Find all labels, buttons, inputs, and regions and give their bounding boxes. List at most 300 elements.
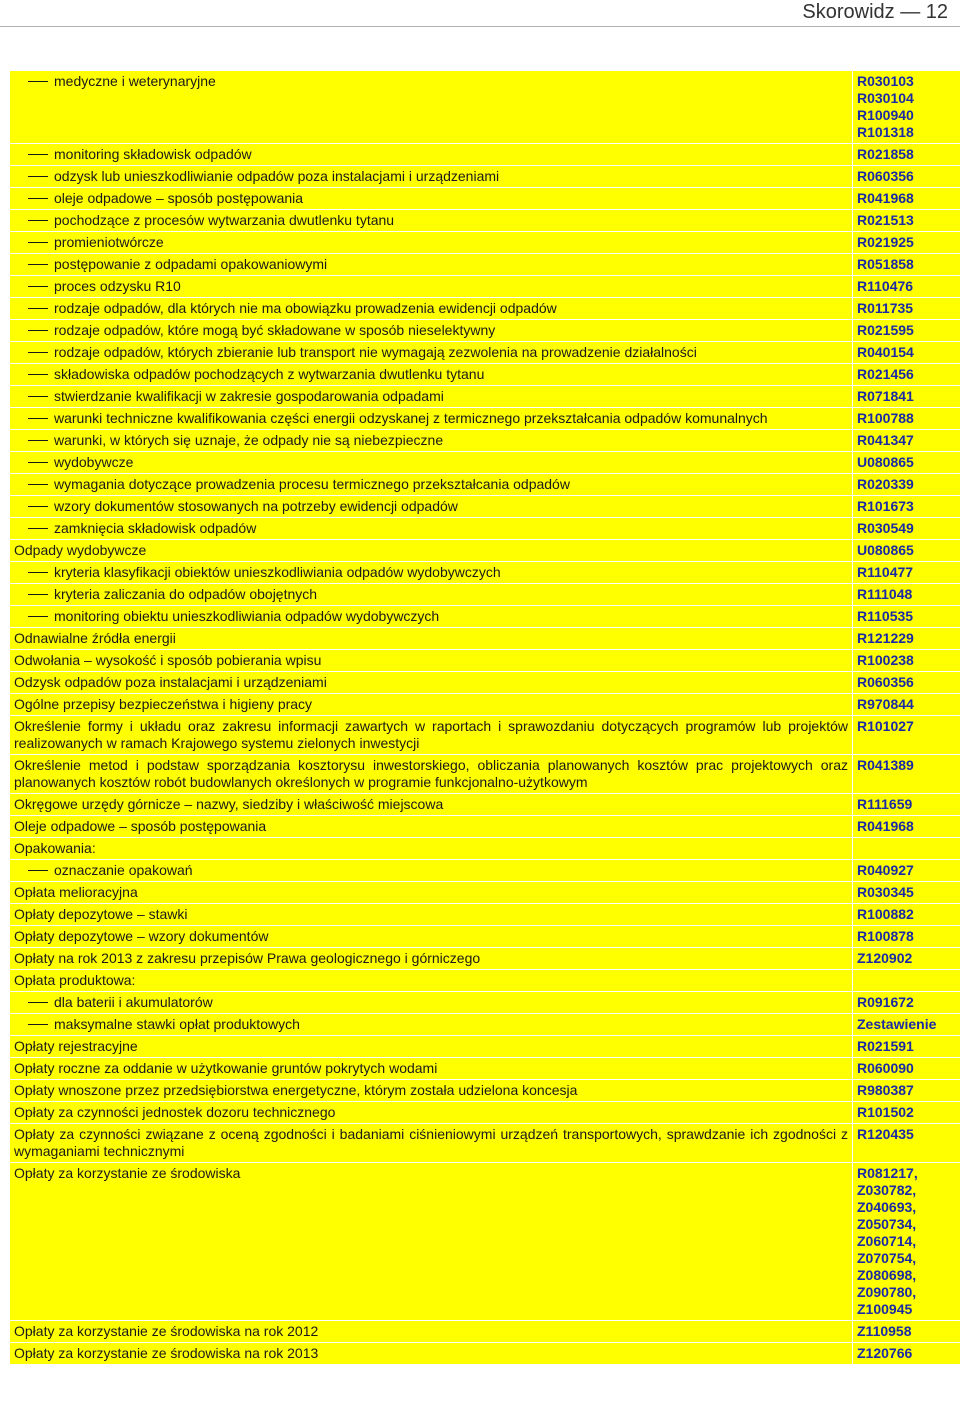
entry-text-wrap bbox=[14, 818, 848, 835]
index-entry bbox=[10, 1102, 853, 1124]
em-dash-icon bbox=[28, 264, 48, 265]
entry-text-wrap bbox=[28, 1016, 848, 1033]
reference-cell bbox=[853, 860, 960, 882]
entry-text-wrap bbox=[14, 1104, 848, 1121]
index-row bbox=[10, 816, 960, 838]
entry-text-wrap bbox=[28, 190, 848, 207]
reference-code[interactable]: R120435 bbox=[857, 1126, 914, 1142]
reference-cell bbox=[853, 882, 960, 904]
index-entry bbox=[10, 1080, 853, 1102]
entry-label: Opłaty wnoszone przez przedsiębiorstwa energetyczne, którym została udzielona koncesja bbox=[14, 1082, 578, 1098]
index-row bbox=[10, 386, 960, 408]
index-subentry bbox=[10, 210, 853, 232]
index-entry bbox=[10, 948, 853, 970]
index-row bbox=[10, 320, 960, 342]
entry-label: Opłaty roczne za oddanie w użytkowanie gruntów pokrytych wodami bbox=[14, 1060, 438, 1076]
reference-cell bbox=[853, 755, 960, 794]
reference-code[interactable]: R100940 bbox=[857, 107, 914, 123]
index-row bbox=[10, 254, 960, 276]
entry-text-wrap bbox=[14, 718, 848, 752]
reference-cell bbox=[853, 1321, 960, 1343]
entry-label: rodzaje odpadów, dla których nie ma obowiązku prowadzenia ewidencji odpadów bbox=[54, 300, 557, 316]
reference-cell bbox=[853, 210, 960, 232]
entry-text-wrap bbox=[28, 454, 848, 471]
em-dash-icon bbox=[28, 572, 48, 573]
entry-text-wrap bbox=[28, 366, 848, 383]
reference-cell bbox=[853, 838, 960, 860]
reference-code[interactable]: R071841 bbox=[857, 388, 914, 404]
reference-cell bbox=[853, 992, 960, 1014]
reference-code[interactable]: R101502 bbox=[857, 1104, 914, 1120]
index-subentry bbox=[10, 386, 853, 408]
reference-cell bbox=[853, 298, 960, 320]
reference-code[interactable]: R100788 bbox=[857, 410, 914, 426]
reference-cell bbox=[853, 540, 960, 562]
entry-text-wrap bbox=[28, 498, 848, 515]
index-row bbox=[10, 882, 960, 904]
index-row bbox=[10, 794, 960, 816]
entry-text-wrap bbox=[28, 564, 848, 581]
entry-text-wrap bbox=[14, 796, 848, 813]
reference-code[interactable]: R060356 bbox=[857, 168, 914, 184]
reference-cell bbox=[853, 386, 960, 408]
index-row bbox=[10, 716, 960, 755]
entry-text-wrap bbox=[14, 1126, 848, 1160]
entry-label: Opłaty za czynności jednostek dozoru technicznego bbox=[14, 1104, 336, 1120]
reference-cell bbox=[853, 254, 960, 276]
entry-text-wrap bbox=[28, 520, 848, 537]
entry-text-wrap bbox=[14, 1345, 848, 1362]
page-header-title: Skorowidz — 12 bbox=[802, 1, 948, 23]
entry-text-wrap bbox=[14, 928, 848, 945]
entry-label: wydobywcze bbox=[54, 454, 134, 470]
entry-text-wrap bbox=[14, 950, 848, 967]
em-dash-icon bbox=[28, 440, 48, 441]
index-entry bbox=[10, 1343, 853, 1365]
reference-code[interactable]: R111048 bbox=[857, 586, 913, 602]
entry-text-wrap bbox=[14, 884, 848, 901]
index-entry bbox=[10, 816, 853, 838]
em-dash-icon bbox=[28, 176, 48, 177]
entry-label: oznaczanie opakowań bbox=[54, 862, 193, 878]
reference-code[interactable]: R100882 bbox=[857, 906, 914, 922]
entry-label: warunki, w których się uznaje, że odpady nie są niebezpieczne bbox=[54, 432, 444, 448]
entry-label: pochodzące z procesów wytwarzania dwutlenku tytanu bbox=[54, 212, 395, 228]
reference-cell bbox=[853, 1343, 960, 1365]
index-row bbox=[10, 188, 960, 210]
reference-code[interactable]: R101673 bbox=[857, 498, 914, 514]
entry-text-wrap bbox=[14, 542, 848, 559]
reference-code[interactable]: R100238 bbox=[857, 652, 914, 668]
reference-code[interactable]: R040154 bbox=[857, 344, 914, 360]
index-row bbox=[10, 562, 960, 584]
entry-label: medyczne i weterynaryjne bbox=[54, 73, 216, 89]
entry-label: monitoring składowisk odpadów bbox=[54, 146, 252, 162]
index-entry bbox=[10, 970, 853, 992]
reference-code[interactable]: R021456 bbox=[857, 366, 914, 382]
em-dash-icon bbox=[28, 616, 48, 617]
index-row bbox=[10, 1321, 960, 1343]
index-row bbox=[10, 71, 960, 144]
index-row bbox=[10, 650, 960, 672]
index-subentry bbox=[10, 364, 853, 386]
reference-code[interactable]: Z040693, bbox=[857, 1199, 917, 1215]
index-subentry bbox=[10, 1014, 853, 1036]
em-dash-icon bbox=[28, 374, 48, 375]
index-subentry bbox=[10, 144, 853, 166]
reference-code[interactable]: R110535 bbox=[857, 608, 914, 624]
em-dash-icon bbox=[28, 528, 48, 529]
index-row bbox=[10, 1124, 960, 1163]
index-entry bbox=[10, 628, 853, 650]
index-row bbox=[10, 904, 960, 926]
index-row bbox=[10, 496, 960, 518]
reference-code[interactable]: R030104 bbox=[857, 90, 914, 106]
reference-code[interactable]: R030103 bbox=[857, 73, 914, 89]
reference-code[interactable]: R081217, bbox=[857, 1165, 918, 1181]
em-dash-icon bbox=[28, 242, 48, 243]
entry-text-wrap bbox=[28, 300, 848, 317]
reference-code[interactable]: R060090 bbox=[857, 1060, 914, 1076]
index-row bbox=[10, 452, 960, 474]
index-row bbox=[10, 584, 960, 606]
entry-label: składowiska odpadów pochodzących z wytwarzania dwutlenku tytanu bbox=[54, 366, 485, 382]
reference-cell bbox=[853, 672, 960, 694]
entry-text-wrap bbox=[28, 586, 848, 603]
reference-code[interactable]: R121229 bbox=[857, 630, 914, 646]
entry-text-wrap bbox=[28, 410, 848, 427]
index-subentry bbox=[10, 254, 853, 276]
entry-text-wrap bbox=[28, 322, 848, 339]
reference-code[interactable]: R970844 bbox=[857, 696, 914, 712]
reference-code[interactable]: Z070754, bbox=[857, 1250, 917, 1266]
reference-cell bbox=[853, 364, 960, 386]
reference-cell bbox=[853, 320, 960, 342]
entry-label: postępowanie z odpadami opakowaniowymi bbox=[54, 256, 328, 272]
index-subentry bbox=[10, 298, 853, 320]
index-row bbox=[10, 408, 960, 430]
index-row bbox=[10, 694, 960, 716]
entry-label: Opłaty depozytowe – stawki bbox=[14, 906, 188, 922]
reference-code[interactable]: R011735 bbox=[857, 300, 914, 316]
entry-label: stwierdzanie kwalifikacji w zakresie gospodarowania odpadami bbox=[54, 388, 444, 404]
index-row bbox=[10, 1036, 960, 1058]
entry-text-wrap bbox=[28, 256, 848, 273]
reference-cell bbox=[853, 1058, 960, 1080]
entry-label: monitoring obiektu unieszkodliwiania odpadów wydobywczych bbox=[54, 608, 440, 624]
em-dash-icon bbox=[28, 506, 48, 507]
entry-label: proces odzysku R10 bbox=[54, 278, 181, 294]
entry-label: maksymalne stawki opłat produktowych bbox=[54, 1016, 300, 1032]
reference-cell bbox=[853, 452, 960, 474]
index-entry bbox=[10, 650, 853, 672]
reference-cell bbox=[853, 716, 960, 755]
index-subentry bbox=[10, 71, 853, 144]
em-dash-icon bbox=[28, 594, 48, 595]
reference-code[interactable]: Zestawienie bbox=[857, 1016, 937, 1032]
index-subentry bbox=[10, 474, 853, 496]
reference-code[interactable]: R020339 bbox=[857, 476, 914, 492]
reference-code[interactable]: Z100945 bbox=[857, 1301, 913, 1317]
em-dash-icon bbox=[28, 81, 48, 82]
index-row bbox=[10, 364, 960, 386]
reference-code[interactable]: Z050734, bbox=[857, 1216, 917, 1232]
index-row bbox=[10, 276, 960, 298]
index-subentry bbox=[10, 584, 853, 606]
reference-code[interactable]: Z080698, bbox=[857, 1267, 917, 1283]
index-entry bbox=[10, 540, 853, 562]
reference-cell bbox=[853, 1163, 960, 1321]
entry-text-wrap bbox=[28, 168, 848, 185]
index-row bbox=[10, 1343, 960, 1365]
reference-code[interactable]: U080865 bbox=[857, 454, 914, 470]
index-subentry bbox=[10, 860, 853, 882]
entry-label: Odzysk odpadów poza instalacjami i urządzeniami bbox=[14, 674, 327, 690]
index-row bbox=[10, 992, 960, 1014]
index-subentry bbox=[10, 606, 853, 628]
em-dash-icon bbox=[28, 462, 48, 463]
index-row bbox=[10, 166, 960, 188]
reference-cell bbox=[853, 430, 960, 452]
entry-label: Opłaty za korzystanie ze środowiska na rok 2012 bbox=[14, 1323, 319, 1339]
reference-code[interactable]: R021925 bbox=[857, 234, 914, 250]
entry-label: Oleje odpadowe – sposób postępowania bbox=[14, 818, 267, 834]
reference-code[interactable]: R041347 bbox=[857, 432, 914, 448]
entry-label: Opłaty rejestracyjne bbox=[14, 1038, 138, 1054]
reference-cell bbox=[853, 562, 960, 584]
em-dash-icon bbox=[28, 330, 48, 331]
reference-cell bbox=[853, 232, 960, 254]
index-entry bbox=[10, 755, 853, 794]
reference-code[interactable]: R110477 bbox=[857, 564, 914, 580]
index-entry bbox=[10, 672, 853, 694]
reference-code[interactable]: R041389 bbox=[857, 757, 914, 773]
entry-label: Ogólne przepisy bezpieczeństwa i higieny pracy bbox=[14, 696, 313, 712]
reference-code[interactable]: R041968 bbox=[857, 818, 914, 834]
entry-text-wrap bbox=[14, 840, 848, 857]
reference-cell bbox=[853, 188, 960, 210]
reference-cell bbox=[853, 926, 960, 948]
reference-cell bbox=[853, 816, 960, 838]
index-subentry bbox=[10, 408, 853, 430]
entry-text-wrap bbox=[14, 674, 848, 691]
reference-code[interactable]: Z120902 bbox=[857, 950, 913, 966]
entry-label: rodzaje odpadów, które mogą być składowane w sposób nieselektywny bbox=[54, 322, 496, 338]
entry-text-wrap bbox=[14, 696, 848, 713]
index-subentry bbox=[10, 342, 853, 364]
entry-label: Opłata produktowa: bbox=[14, 972, 136, 988]
index-row bbox=[10, 298, 960, 320]
em-dash-icon bbox=[28, 870, 48, 871]
entry-text-wrap bbox=[14, 1323, 848, 1340]
index-row bbox=[10, 1058, 960, 1080]
index-entry bbox=[10, 794, 853, 816]
index-entry bbox=[10, 1321, 853, 1343]
em-dash-icon bbox=[28, 286, 48, 287]
index-row bbox=[10, 970, 960, 992]
em-dash-icon bbox=[28, 352, 48, 353]
entry-text-wrap bbox=[28, 344, 848, 361]
entry-label: Określenie formy i układu oraz zakresu informacji zawartych w raportach i sprawozdaniu dotyczących programów lub projektów realizowanych w ramach Krajowego systemu zielonych inwestycji bbox=[14, 718, 848, 751]
reference-code[interactable]: R111659 bbox=[857, 796, 913, 812]
reference-code[interactable]: R051858 bbox=[857, 256, 914, 272]
index-row bbox=[10, 1163, 960, 1321]
index-subentry bbox=[10, 188, 853, 210]
entry-text-wrap bbox=[14, 630, 848, 647]
reference-code[interactable]: R041968 bbox=[857, 190, 914, 206]
index-entry bbox=[10, 1058, 853, 1080]
index-row bbox=[10, 232, 960, 254]
entry-text-wrap bbox=[14, 1060, 848, 1077]
index-entry bbox=[10, 838, 853, 860]
index-entry bbox=[10, 1036, 853, 1058]
reference-cell bbox=[853, 144, 960, 166]
entry-label: odzysk lub unieszkodliwianie odpadów poza instalacjami i urządzeniami bbox=[54, 168, 500, 184]
entry-label: Odwołania – wysokość i sposób pobierania wpisu bbox=[14, 652, 322, 668]
reference-cell bbox=[853, 628, 960, 650]
index-row bbox=[10, 518, 960, 540]
em-dash-icon bbox=[28, 198, 48, 199]
index-row bbox=[10, 948, 960, 970]
entry-label: promieniotwórcze bbox=[54, 234, 164, 250]
index-row bbox=[10, 430, 960, 452]
index-row bbox=[10, 210, 960, 232]
reference-code[interactable]: R100878 bbox=[857, 928, 914, 944]
index-table-body bbox=[10, 71, 960, 1365]
reference-code[interactable]: Z120766 bbox=[857, 1345, 913, 1361]
em-dash-icon bbox=[28, 484, 48, 485]
entry-label: wzory dokumentów stosowanych na potrzeby ewidencji odpadów bbox=[54, 498, 458, 514]
reference-code[interactable]: R091672 bbox=[857, 994, 914, 1010]
entry-label: Opłaty na rok 2013 z zakresu przepisów Prawa geologicznego i górniczego bbox=[14, 950, 481, 966]
index-subentry bbox=[10, 496, 853, 518]
entry-label: Odnawialne źródła energii bbox=[14, 630, 176, 646]
index-row bbox=[10, 474, 960, 496]
reference-code[interactable]: R021595 bbox=[857, 322, 914, 338]
em-dash-icon bbox=[28, 1024, 48, 1025]
page-header bbox=[0, 0, 960, 27]
reference-code[interactable]: R060356 bbox=[857, 674, 914, 690]
entry-text-wrap bbox=[28, 432, 848, 449]
entry-text-wrap bbox=[28, 388, 848, 405]
entry-text-wrap bbox=[28, 608, 848, 625]
reference-code[interactable]: R030345 bbox=[857, 884, 914, 900]
entry-label: kryteria zaliczania do odpadów obojętnych bbox=[54, 586, 318, 602]
reference-cell bbox=[853, 474, 960, 496]
reference-cell bbox=[853, 1080, 960, 1102]
reference-cell bbox=[853, 970, 960, 992]
em-dash-icon bbox=[28, 220, 48, 221]
entry-label: oleje odpadowe – sposób postępowania bbox=[54, 190, 304, 206]
index-subentry bbox=[10, 518, 853, 540]
entry-text-wrap bbox=[14, 1082, 848, 1099]
entry-label: Odpady wydobywcze bbox=[14, 542, 147, 558]
index-row bbox=[10, 672, 960, 694]
entry-label: rodzaje odpadów, których zbieranie lub transport nie wymagają zezwolenia na prowadzenie działalności bbox=[54, 344, 697, 360]
reference-code[interactable]: R980387 bbox=[857, 1082, 914, 1098]
reference-cell bbox=[853, 904, 960, 926]
reference-code[interactable]: R040927 bbox=[857, 862, 914, 878]
reference-code[interactable]: Z030782, bbox=[857, 1182, 917, 1198]
entry-label: Opłaty za czynności związane z oceną zgodności i badaniami ciśnieniowymi urządzeń transportowych, sprawdzanie ich zgodności z wymaganiami technicznymi bbox=[14, 1126, 848, 1159]
index-subentry bbox=[10, 562, 853, 584]
index-row bbox=[10, 1014, 960, 1036]
reference-code[interactable]: R101318 bbox=[857, 124, 914, 140]
entry-text-wrap bbox=[28, 73, 848, 90]
em-dash-icon bbox=[28, 308, 48, 309]
index-row bbox=[10, 1080, 960, 1102]
entry-text-wrap bbox=[14, 972, 848, 989]
reference-cell bbox=[853, 694, 960, 716]
index-subentry bbox=[10, 992, 853, 1014]
index-row bbox=[10, 838, 960, 860]
index-row bbox=[10, 342, 960, 364]
em-dash-icon bbox=[28, 154, 48, 155]
entry-text-wrap bbox=[28, 476, 848, 493]
index-subentry bbox=[10, 232, 853, 254]
reference-cell bbox=[853, 1124, 960, 1163]
entry-label: wymagania dotyczące prowadzenia procesu termicznego przekształcania odpadów bbox=[54, 476, 570, 492]
index-entry bbox=[10, 904, 853, 926]
entry-text-wrap bbox=[28, 278, 848, 295]
entry-label: kryteria klasyfikacji obiektów unieszkodliwiania odpadów wydobywczych bbox=[54, 564, 501, 580]
index-subentry bbox=[10, 320, 853, 342]
reference-code[interactable]: U080865 bbox=[857, 542, 914, 558]
reference-code[interactable]: R021591 bbox=[857, 1038, 914, 1054]
entry-text-wrap bbox=[28, 146, 848, 163]
reference-code[interactable]: Z110958 bbox=[857, 1323, 912, 1339]
index-subentry bbox=[10, 276, 853, 298]
entry-label: Okręgowe urzędy górnicze – nazwy, siedziby i właściwość miejscowa bbox=[14, 796, 444, 812]
entry-text-wrap bbox=[14, 906, 848, 923]
index-table bbox=[9, 70, 960, 1365]
reference-cell bbox=[853, 518, 960, 540]
reference-cell bbox=[853, 1036, 960, 1058]
reference-code[interactable]: R030549 bbox=[857, 520, 914, 536]
entry-text-wrap bbox=[14, 757, 848, 791]
entry-label: dla baterii i akumulatorów bbox=[54, 994, 213, 1010]
reference-code[interactable]: R110476 bbox=[857, 278, 914, 294]
index-row bbox=[10, 144, 960, 166]
index-row bbox=[10, 860, 960, 882]
reference-cell bbox=[853, 496, 960, 518]
reference-code[interactable]: R101027 bbox=[857, 718, 914, 734]
reference-cell bbox=[853, 1014, 960, 1036]
entry-text-wrap bbox=[14, 1165, 848, 1182]
reference-code[interactable]: Z090780, bbox=[857, 1284, 917, 1300]
index-subentry bbox=[10, 166, 853, 188]
reference-code[interactable]: R021858 bbox=[857, 146, 914, 162]
reference-cell bbox=[853, 276, 960, 298]
index-subentry bbox=[10, 452, 853, 474]
index-row bbox=[10, 606, 960, 628]
index-entry bbox=[10, 694, 853, 716]
entry-label: Opłaty za korzystanie ze środowiska bbox=[14, 1165, 241, 1181]
em-dash-icon bbox=[28, 418, 48, 419]
index-entry bbox=[10, 1124, 853, 1163]
reference-cell bbox=[853, 650, 960, 672]
em-dash-icon bbox=[28, 1002, 48, 1003]
index-row bbox=[10, 755, 960, 794]
reference-code[interactable]: Z060714, bbox=[857, 1233, 917, 1249]
entry-text-wrap bbox=[28, 234, 848, 251]
reference-cell bbox=[853, 166, 960, 188]
reference-code[interactable]: R021513 bbox=[857, 212, 914, 228]
index-entry bbox=[10, 716, 853, 755]
index-row bbox=[10, 926, 960, 948]
reference-cell bbox=[853, 794, 960, 816]
index-entry bbox=[10, 1163, 853, 1321]
